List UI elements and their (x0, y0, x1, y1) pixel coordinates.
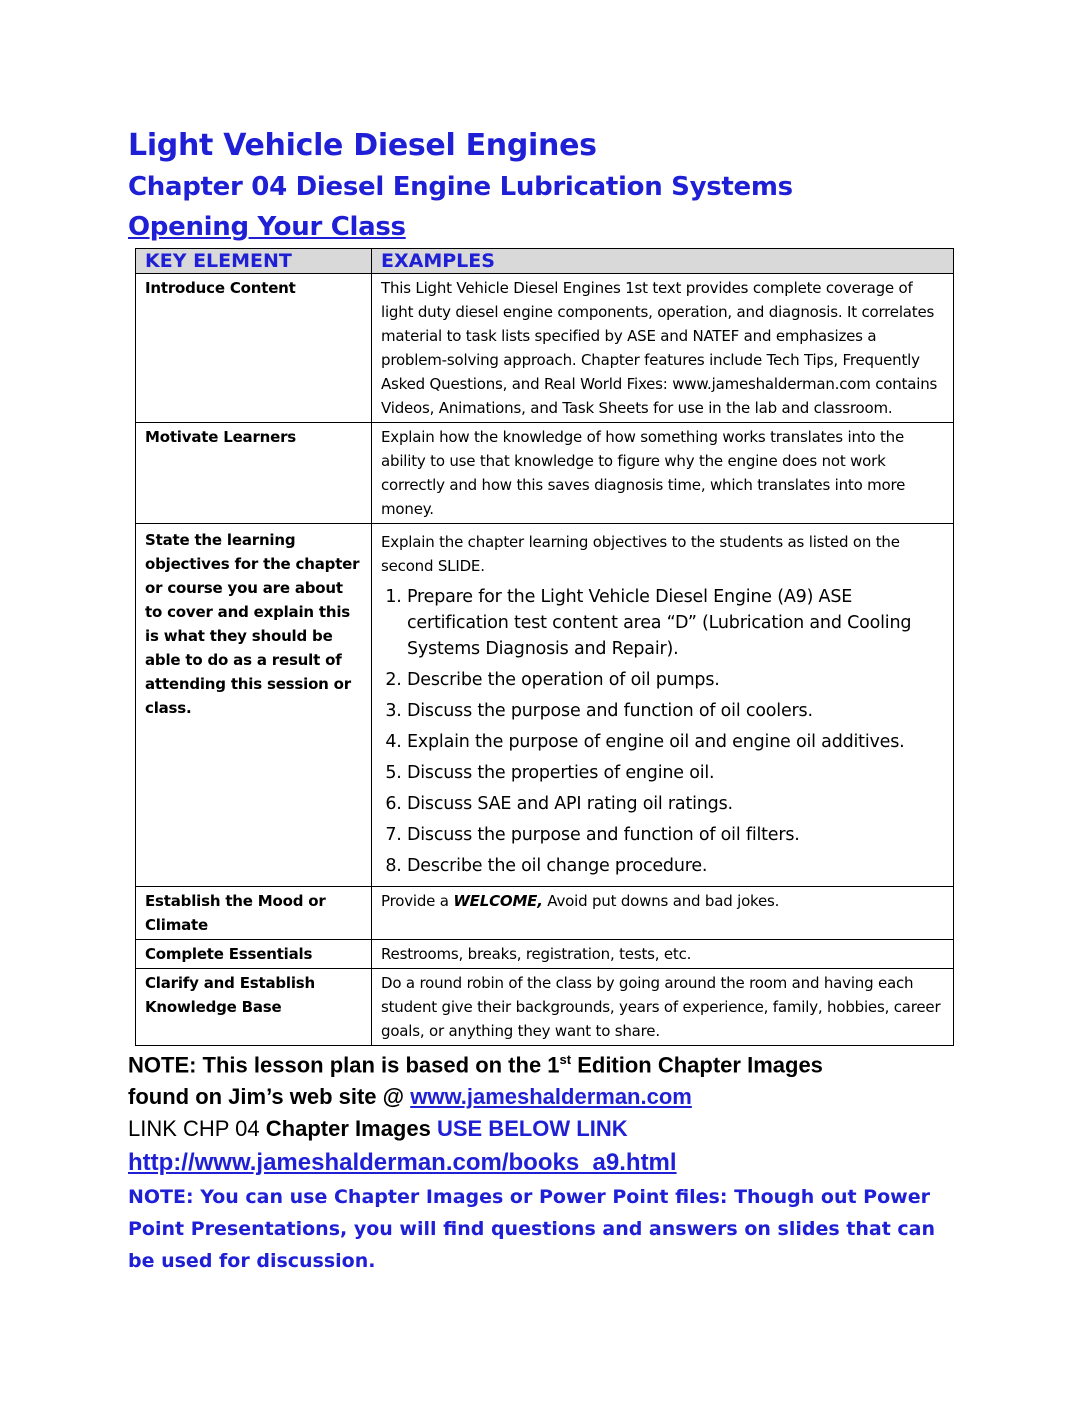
example-cell (372, 887, 954, 940)
list-item: 6. Discuss SAE and API rating oil ratings. (407, 791, 944, 817)
objectives-list (381, 584, 944, 879)
key-element-cell: Establish the Mood or Climate (136, 887, 372, 940)
key-element-cell: State the learning objectives for the chapter or course you are about to cover and explain this is what they should be able to do as a result of attending this session or class. (136, 524, 372, 887)
list-item: 8. Describe the oil change procedure. (407, 853, 944, 879)
example-cell: This Light Vehicle Diesel Engines 1st text provides complete coverage of light duty diesel engine components, operation, and diagnosis. It correlates material to task lists specified by ASE and NATEF and emphasizes a problem-solving approach. Chapter features include Tech Tips, Frequently Asked Questions, and Real World Fixes: www.jameshalderman.com contains Videos, Animations, and Task Sheets for use in the lab and classroom. (372, 274, 954, 423)
section-heading: Opening Your Class (128, 212, 406, 242)
welcome-emphasis: WELCOME, (453, 892, 543, 910)
books-link[interactable]: http://www.jameshalderman.com/books_a9.html (128, 1149, 677, 1177)
note-line-edition (128, 1044, 1008, 1081)
key-element-cell: Motivate Learners (136, 423, 372, 524)
lesson-plan-table (135, 248, 954, 1046)
example-cell: Explain how the knowledge of how something works translates into the ability to use that knowledge to figure why the engine does not work correctly and how this saves diagnosis time, which translates into more money. (372, 423, 954, 524)
table-row (136, 423, 954, 524)
chapter-heading: Chapter 04 Diesel Engine Lubrication Systems (128, 172, 793, 202)
list-item: 2. Describe the operation of oil pumps. (407, 667, 944, 693)
note-text: Edition Chapter Images (571, 1052, 823, 1078)
list-item: 1. Prepare for the Light Vehicle Diesel Engine (A9) ASE certification test content area “D” (Lubrication and Cooling Systems Diagnosis and Repair). (407, 584, 944, 662)
key-element-cell: Clarify and Establish Knowledge Base (136, 969, 372, 1046)
notes-section (128, 1044, 1008, 1277)
objectives-intro: Explain the chapter learning objectives to the students as listed on the second SLIDE. (381, 533, 900, 575)
example-cell: Do a round robin of the class by going around the room and having each student give their backgrounds, years of experience, family, hobbies, career goals, or anything they want to share. (372, 969, 954, 1046)
note-line-url (128, 1145, 1008, 1181)
note-line-website (128, 1081, 1008, 1113)
list-item: 3. Discuss the purpose and function of oil coolers. (407, 698, 944, 724)
key-element-cell: Introduce Content (136, 274, 372, 423)
list-item: 5. Discuss the properties of engine oil. (407, 760, 944, 786)
column-header-key-element: KEY ELEMENT (136, 249, 372, 274)
powerpoint-note: NOTE: You can use Chapter Images or Power Point files: Though out Power Point Presentations, you will find questions and answers on slides that can be used for discussion. (128, 1186, 935, 1273)
note-text: LINK CHP 04 (128, 1116, 266, 1142)
example-text: Avoid put downs and bad jokes. (542, 892, 780, 910)
superscript: st (559, 1052, 572, 1067)
table-row (136, 274, 954, 423)
list-item: 4. Explain the purpose of engine oil and engine oil additives. (407, 729, 944, 755)
example-text: Provide a (381, 892, 454, 910)
note-text: found on Jim’s web site @ (128, 1084, 411, 1110)
table-row (136, 887, 954, 940)
table-header-row (136, 249, 954, 274)
document-title: Light Vehicle Diesel Engines (128, 128, 597, 163)
note-text: NOTE: This lesson plan is based on the 1 (128, 1052, 560, 1078)
table-row (136, 940, 954, 969)
table-row (136, 524, 954, 887)
example-cell: Restrooms, breaks, registration, tests, etc. (372, 940, 954, 969)
note-text: Chapter Images (265, 1116, 437, 1142)
list-item: 7. Discuss the purpose and function of oil filters. (407, 822, 944, 848)
note-text: USE BELOW LINK (436, 1116, 628, 1142)
note-line-chapter-link (128, 1113, 1008, 1145)
key-element-cell: Complete Essentials (136, 940, 372, 969)
table-row (136, 969, 954, 1046)
website-link[interactable]: www.jameshalderman.com (410, 1084, 692, 1110)
column-header-examples: EXAMPLES (372, 249, 954, 274)
example-cell (372, 524, 954, 887)
